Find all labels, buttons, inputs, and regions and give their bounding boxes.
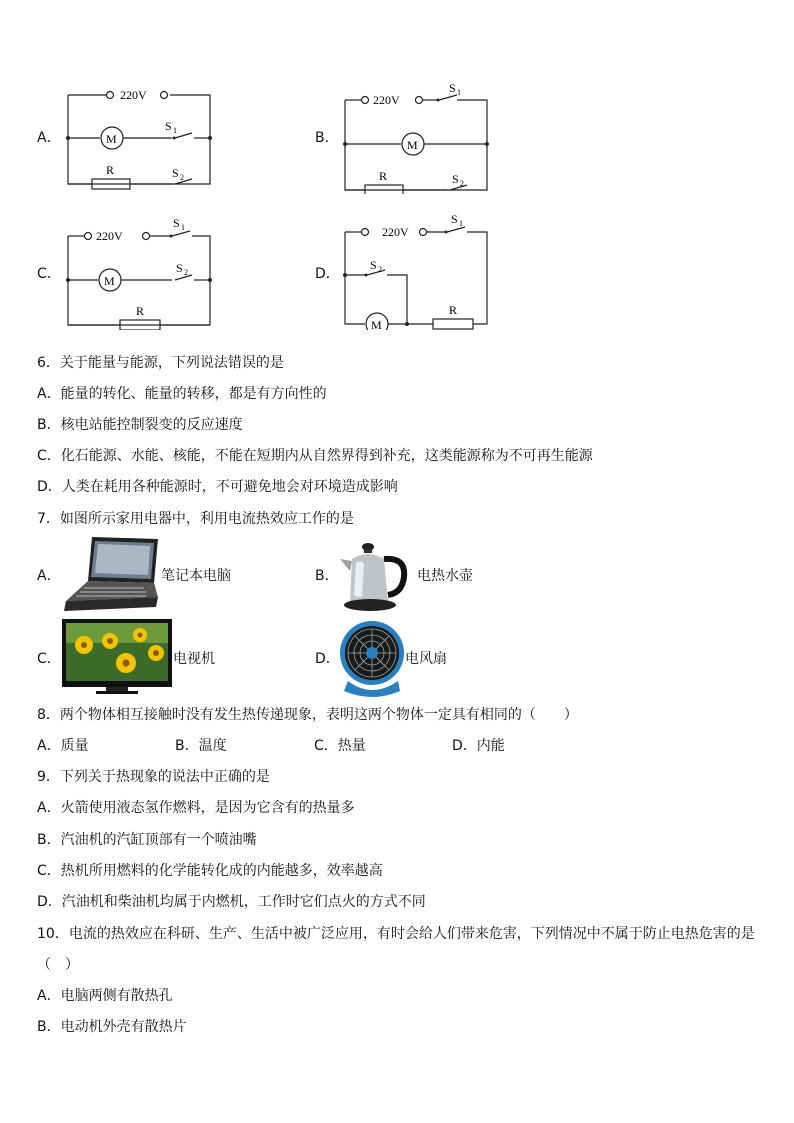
electric-kettle-image <box>338 535 416 615</box>
q5-option-a-letter: A． <box>37 130 61 146</box>
svg-text:220V: 220V <box>373 93 400 107</box>
q9-stem: 9．下列关于热现象的说法中正确的是 <box>37 769 270 785</box>
svg-text:1: 1 <box>181 223 185 232</box>
q10-stem-continuation: （ ） <box>37 957 79 973</box>
q6-option-b: B．核电站能控制裂变的反应速度 <box>37 417 243 433</box>
svg-text:R: R <box>379 169 388 183</box>
svg-text:2: 2 <box>378 265 382 274</box>
q5-option-b-letter: B． <box>315 130 339 146</box>
svg-text:220V: 220V <box>96 229 123 243</box>
q9-option-c: C．热机所用燃料的化学能转化成的内能越多，效率越高 <box>37 863 383 879</box>
svg-text:S: S <box>176 261 183 275</box>
svg-text:S: S <box>449 82 456 95</box>
q8-option-d: D．内能 <box>452 738 505 754</box>
q10-stem: 10．电流的热效应在科研、生产、生活中被广泛应用，有时会给人们带来危害，下列情况中不属于防止电热危害的是 <box>37 926 755 942</box>
laptop-image <box>62 535 160 613</box>
svg-text:M: M <box>104 274 115 288</box>
q9-option-a: A．火箭使用液态氢作燃料，是因为它含有的热量多 <box>37 800 355 816</box>
q8-option-a: A．质量 <box>37 738 89 754</box>
svg-text:R: R <box>106 163 115 177</box>
q10-option-b: B．电动机外壳有散热片 <box>37 1019 187 1035</box>
svg-text:220V: 220V <box>382 225 409 239</box>
q7-option-c-letter: C． <box>37 651 61 667</box>
q7-option-b-letter: B． <box>315 568 339 584</box>
svg-text:S: S <box>451 212 458 226</box>
q9-option-b: B．汽油机的汽缸顶部有一个喷油嘴 <box>37 832 257 848</box>
svg-text:S: S <box>165 119 172 133</box>
svg-text:S: S <box>452 172 459 186</box>
q6-option-a: A．能量的转化、能量的转移，都是有方向性的 <box>37 386 327 402</box>
q7-option-d-text: 电风扇 <box>405 651 447 667</box>
tv-image <box>62 619 172 695</box>
q7-option-a-text: 笔记本电脑 <box>161 568 231 584</box>
svg-text:M: M <box>407 138 418 152</box>
svg-text:1: 1 <box>459 219 463 228</box>
q5-circuit-a <box>60 82 220 190</box>
svg-text:S: S <box>173 216 180 230</box>
svg-text:1: 1 <box>173 126 177 135</box>
q5-option-c-letter: C． <box>37 266 61 282</box>
q7-option-d-letter: D． <box>315 651 340 667</box>
q7-option-c-text: 电视机 <box>173 651 215 667</box>
svg-text:2: 2 <box>184 268 188 277</box>
q7-stem: 7．如图所示家用电器中，利用电流热效应工作的是 <box>37 511 354 527</box>
q8-option-b: B．温度 <box>175 738 227 754</box>
q9-option-d: D．汽油机和柴油机均属于内燃机，工作时它们点火的方式不同 <box>37 894 426 910</box>
svg-text:1: 1 <box>457 88 461 97</box>
svg-text:M: M <box>371 318 382 330</box>
svg-text:S: S <box>172 166 179 180</box>
q5-circuit-b <box>337 82 497 194</box>
svg-text:2: 2 <box>180 173 184 182</box>
q5-circuit-c <box>60 214 220 330</box>
svg-text:R: R <box>136 304 145 318</box>
q6-option-c: C．化石能源、水能、核能，不能在短期内从自然界得到补充，这类能源称为不可再生能源 <box>37 448 593 464</box>
q5-circuit-d <box>337 212 497 330</box>
q5-a-voltage: 220V <box>120 88 147 102</box>
q6-stem: 6．关于能量与能源，下列说法错误的是 <box>37 355 284 371</box>
q8-option-c: C．热量 <box>314 738 366 754</box>
q8-stem: 8．两个物体相互接触时没有发生热传递现象，表明这两个物体一定具有相同的（ ） <box>37 707 578 723</box>
svg-text:R: R <box>449 303 458 317</box>
svg-text:S: S <box>370 258 377 272</box>
electric-fan-image <box>338 619 406 699</box>
q7-option-b-text: 电热水壶 <box>417 568 473 584</box>
svg-text:2: 2 <box>460 179 464 188</box>
q5-option-d-letter: D． <box>315 266 340 282</box>
q10-option-a: A．电脑两侧有散热孔 <box>37 988 173 1004</box>
q7-option-a-letter: A． <box>37 568 61 584</box>
svg-text:M: M <box>106 132 117 146</box>
q6-option-d: D．人类在耗用各种能源时，不可避免地会对环境造成影响 <box>37 479 398 495</box>
